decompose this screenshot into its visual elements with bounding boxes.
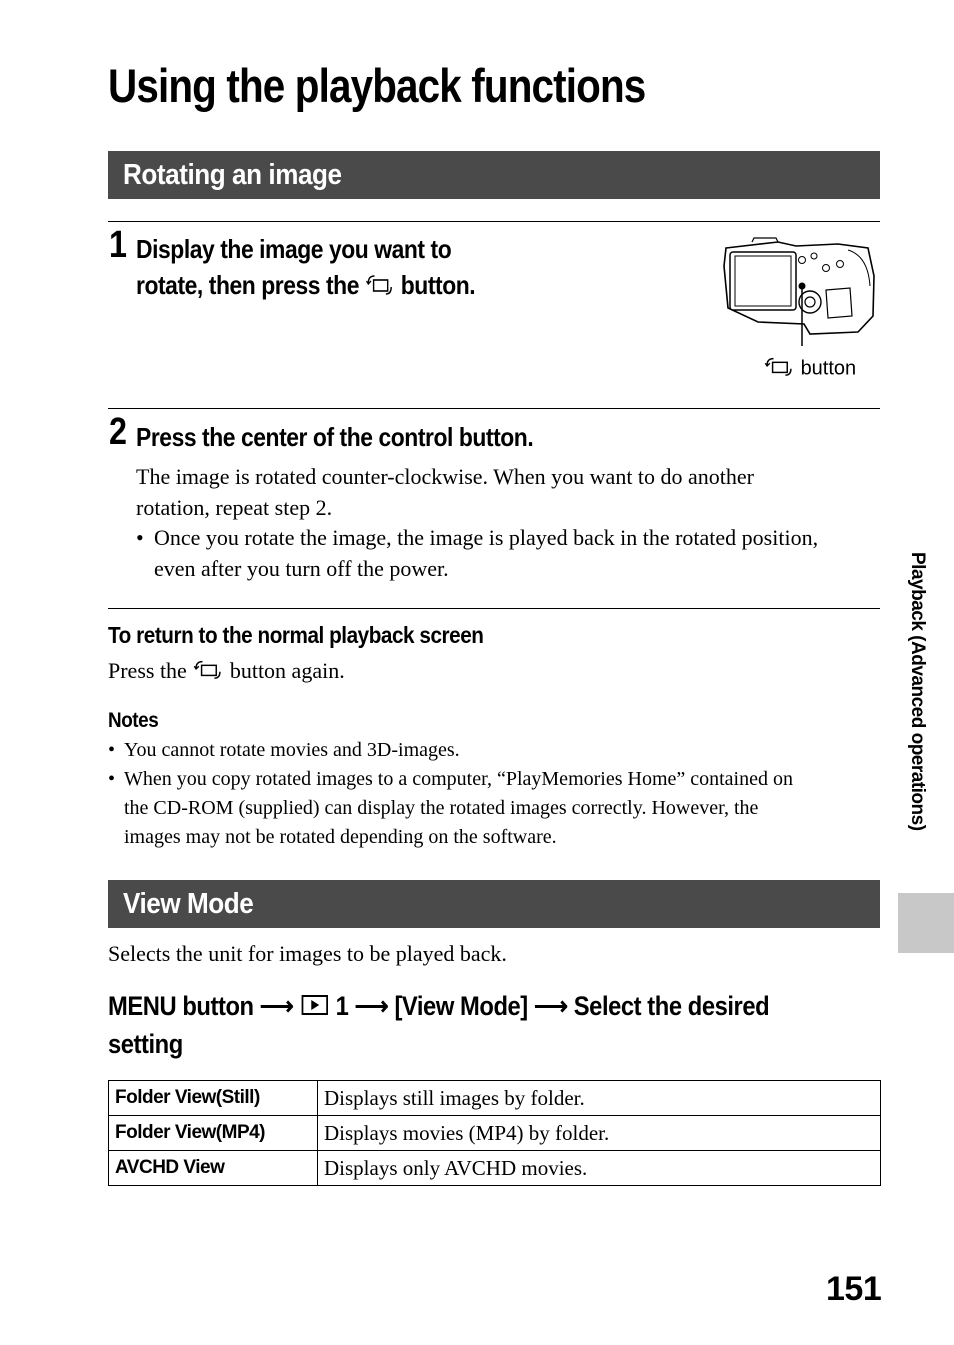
side-tab-marker: [898, 893, 954, 953]
menu-label: MENU button: [108, 991, 254, 1021]
step2-heading: Press the center of the control button.: [136, 422, 534, 452]
table-value: Displays still images by folder.: [318, 1081, 881, 1116]
step1-line1: Display the image you want to: [136, 234, 452, 264]
note-text: the CD-ROM (supplied) can display the rotated images correctly. However, the: [124, 797, 759, 819]
arrow-right-icon: ⟶: [354, 991, 389, 1021]
menu-action-cont: setting: [108, 1028, 183, 1059]
note-text: You cannot rotate movies and 3D-images.: [124, 739, 460, 761]
divider: [108, 608, 880, 609]
playback-tab-icon: [300, 990, 330, 1026]
callout-label: button: [800, 357, 857, 380]
step2-bullet: [136, 522, 880, 584]
table-row: [109, 1081, 881, 1116]
section-title: Rotating an image: [123, 159, 342, 191]
view-mode-table: [108, 1080, 881, 1186]
divider: [108, 408, 880, 409]
step1-line2-post: button.: [400, 270, 476, 300]
arrow-right-icon: ⟶: [259, 991, 294, 1021]
table-value: Displays only AVCHD movies.: [318, 1151, 881, 1186]
rotate-icon: [192, 657, 224, 688]
arrow-right-icon: ⟶: [533, 991, 568, 1021]
section-header-rotating: [108, 151, 880, 199]
camera-callout: [763, 355, 856, 383]
tab-number: 1: [335, 991, 349, 1021]
bullet-dot: •: [136, 525, 144, 550]
table-key: Folder View(Still): [109, 1081, 318, 1116]
return-text-post: button again.: [229, 658, 345, 683]
table-key: Folder View(MP4): [109, 1116, 318, 1151]
step1-line2: [136, 267, 475, 305]
side-label: Playback (Advanced operations): [907, 552, 928, 831]
page-number: 151: [826, 1270, 882, 1308]
table-row: [109, 1116, 881, 1151]
step2-body-line: The image is rotated counter-clockwise. When you want to do another: [136, 464, 755, 489]
note-text: images may not be rotated depending on the software.: [124, 826, 557, 848]
menu-item: [View Mode]: [394, 991, 528, 1021]
notes-heading: Notes: [108, 709, 159, 732]
rotate-icon: [763, 355, 795, 383]
note-item: • When you copy rotated images to a computer, “PlayMemories Home” contained on the CD-ROM (supplied) can display the rotated images correctly. However, the images may not be rotated depending on the software.: [108, 765, 880, 852]
step1-text: [136, 231, 475, 305]
note-item: • You cannot rotate movies and 3D-images.: [108, 739, 460, 761]
bullet-line: Once you rotate the image, the image is played back in the rotated position,: [154, 525, 819, 550]
divider: [108, 221, 880, 222]
section-title: View Mode: [123, 888, 254, 920]
table-key: AVCHD View: [109, 1151, 318, 1186]
step-number: 2: [109, 411, 127, 453]
return-heading: To return to the normal playback screen: [108, 622, 484, 648]
note-text: When you copy rotated images to a computer, “PlayMemories Home” contained on: [124, 768, 793, 790]
notes-list: [108, 736, 880, 852]
menu-path: [108, 988, 769, 1062]
table-row: [109, 1151, 881, 1186]
table-value: Displays movies (MP4) by folder.: [318, 1116, 881, 1151]
menu-action: Select the desired: [573, 991, 770, 1021]
return-text: [108, 655, 345, 688]
step2-body-line: rotation, repeat step 2.: [136, 495, 333, 520]
page-title: Using the playback functions: [108, 59, 646, 112]
rotate-icon: [365, 269, 395, 305]
step-number: 1: [109, 224, 127, 266]
return-text-pre: Press the: [108, 658, 187, 683]
step2-body: [136, 461, 876, 523]
bullet-line: even after you turn off the power.: [154, 556, 449, 581]
view-mode-intro: Selects the unit for images to be played back.: [108, 941, 507, 966]
step1-line2-pre: rotate, then press the: [136, 270, 359, 300]
section-header-view-mode: [108, 880, 880, 928]
